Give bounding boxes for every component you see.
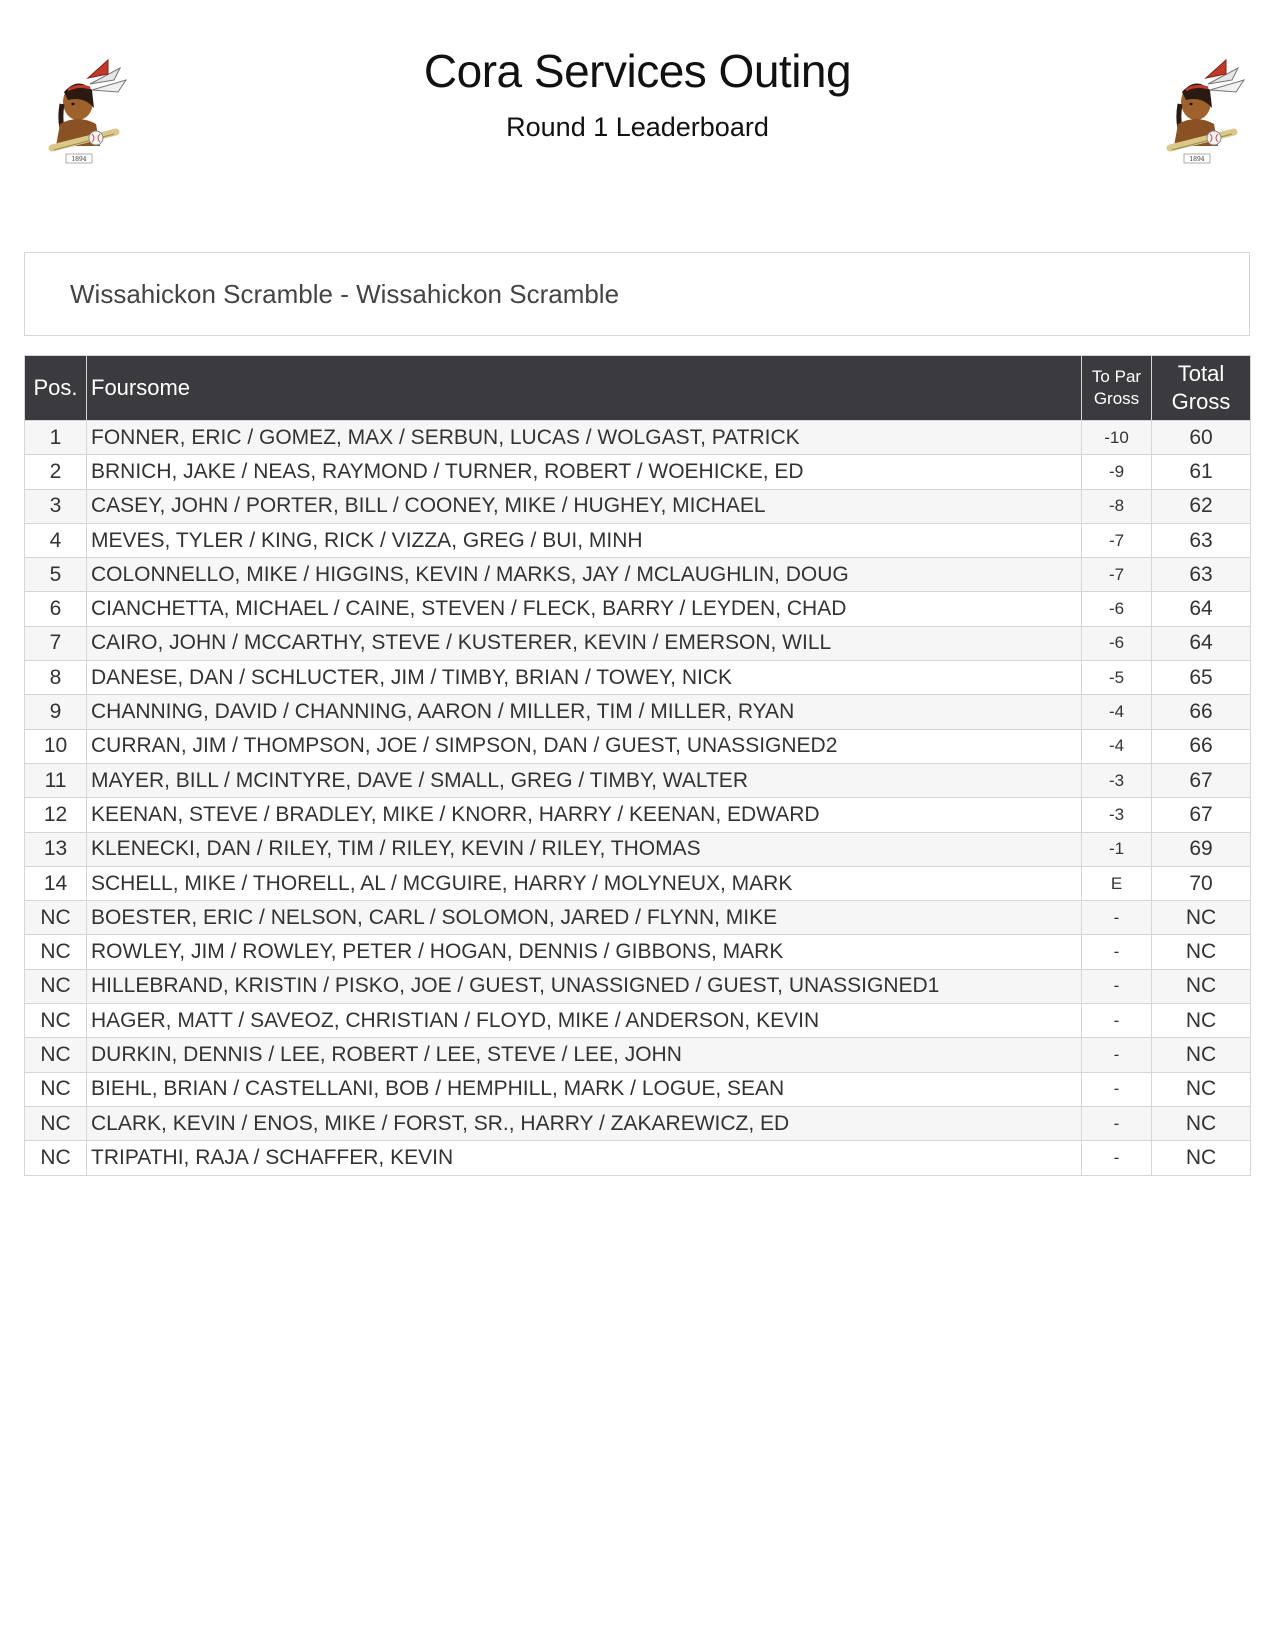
row-foursome-names: KLENECKI, DAN / RILEY, TIM / RILEY, KEVIN / RILEY, THOMAS [87, 832, 1082, 866]
row-total-gross: 66 [1152, 729, 1251, 763]
row-position: 12 [25, 798, 87, 832]
table-row [25, 935, 1251, 969]
table-row [25, 969, 1251, 1003]
row-total-gross: 67 [1152, 798, 1251, 832]
column-header-total-line2: Gross [1171, 389, 1231, 414]
column-header-pos: Pos. [25, 356, 87, 421]
table-row [25, 832, 1251, 866]
event-panel [24, 252, 1250, 336]
row-foursome-names: ROWLEY, JIM / ROWLEY, PETER / HOGAN, DENNIS / GIBBONS, MARK [87, 935, 1082, 969]
event-title: Wissahickon Scramble - Wissahickon Scramble [70, 279, 620, 309]
row-total-gross: NC [1152, 935, 1251, 969]
row-foursome-names: CHANNING, DAVID / CHANNING, AARON / MILLER, TIM / MILLER, RYAN [87, 695, 1082, 729]
row-to-par-gross: -8 [1082, 489, 1152, 523]
row-foursome-names: CAIRO, JOHN / MCCARTHY, STEVE / KUSTERER, KEVIN / EMERSON, WILL [87, 626, 1082, 660]
row-to-par-gross: -9 [1082, 455, 1152, 489]
table-row [25, 592, 1251, 626]
row-total-gross: NC [1152, 1141, 1251, 1175]
table-row [25, 1141, 1251, 1175]
row-foursome-names: SCHELL, MIKE / THORELL, AL / MCGUIRE, HARRY / MOLYNEUX, MARK [87, 866, 1082, 900]
column-header-to-par-line2: Gross [1093, 389, 1140, 408]
row-to-par-gross: - [1082, 935, 1152, 969]
page-header [0, 0, 1275, 200]
row-position: 14 [25, 866, 87, 900]
row-to-par-gross: - [1082, 969, 1152, 1003]
column-header-to-par-gross [1082, 356, 1152, 421]
row-position: 1 [25, 421, 87, 455]
row-foursome-names: CLARK, KEVIN / ENOS, MIKE / FORST, SR., HARRY / ZAKAREWICZ, ED [87, 1106, 1082, 1140]
row-total-gross: 64 [1152, 626, 1251, 660]
row-total-gross: 62 [1152, 489, 1251, 523]
row-foursome-names: CIANCHETTA, MICHAEL / CAINE, STEVEN / FLECK, BARRY / LEYDEN, CHAD [87, 592, 1082, 626]
row-to-par-gross: -6 [1082, 592, 1152, 626]
table-row [25, 1106, 1251, 1140]
table-row [25, 1038, 1251, 1072]
row-total-gross: NC [1152, 1106, 1251, 1140]
table-row [25, 763, 1251, 797]
row-position: 2 [25, 455, 87, 489]
row-total-gross: NC [1152, 1038, 1251, 1072]
table-row [25, 901, 1251, 935]
row-total-gross: 63 [1152, 558, 1251, 592]
row-total-gross: NC [1152, 969, 1251, 1003]
row-foursome-names: COLONNELLO, MIKE / HIGGINS, KEVIN / MARKS, JAY / MCLAUGHLIN, DOUG [87, 558, 1082, 592]
row-to-par-gross: -10 [1082, 421, 1152, 455]
row-total-gross: NC [1152, 1072, 1251, 1106]
row-foursome-names: MEVES, TYLER / KING, RICK / VIZZA, GREG / BUI, MINH [87, 523, 1082, 557]
table-row [25, 798, 1251, 832]
row-foursome-names: BOESTER, ERIC / NELSON, CARL / SOLOMON, JARED / FLYNN, MIKE [87, 901, 1082, 935]
club-logo-right [1142, 50, 1252, 190]
row-to-par-gross: -7 [1082, 558, 1152, 592]
row-to-par-gross: - [1082, 1106, 1152, 1140]
row-position: 6 [25, 592, 87, 626]
row-total-gross: 70 [1152, 866, 1251, 900]
table-row [25, 523, 1251, 557]
row-foursome-names: BRNICH, JAKE / NEAS, RAYMOND / TURNER, ROBERT / WOEHICKE, ED [87, 455, 1082, 489]
logo-year: 1894 [71, 156, 87, 163]
row-position: 13 [25, 832, 87, 866]
table-row [25, 1004, 1251, 1038]
row-position: 4 [25, 523, 87, 557]
row-position: NC [25, 969, 87, 1003]
row-position: NC [25, 1141, 87, 1175]
row-foursome-names: FONNER, ERIC / GOMEZ, MAX / SERBUN, LUCAS / WOLGAST, PATRICK [87, 421, 1082, 455]
table-header-row [25, 356, 1251, 421]
row-to-par-gross: - [1082, 901, 1152, 935]
row-total-gross: 61 [1152, 455, 1251, 489]
table-row [25, 661, 1251, 695]
row-to-par-gross: -4 [1082, 695, 1152, 729]
row-to-par-gross: -7 [1082, 523, 1152, 557]
row-total-gross: NC [1152, 1004, 1251, 1038]
page-title: Cora Services Outing [423, 45, 852, 97]
row-foursome-names: MAYER, BILL / MCINTYRE, DAVE / SMALL, GREG / TIMBY, WALTER [87, 763, 1082, 797]
row-foursome-names: TRIPATHI, RAJA / SCHAFFER, KEVIN [87, 1141, 1082, 1175]
row-position: 8 [25, 661, 87, 695]
logo-emblem-icon [1142, 50, 1252, 190]
row-to-par-gross: -5 [1082, 661, 1152, 695]
row-to-par-gross: - [1082, 1141, 1152, 1175]
row-to-par-gross: -1 [1082, 832, 1152, 866]
row-to-par-gross: - [1082, 1004, 1152, 1038]
row-to-par-gross: E [1082, 866, 1152, 900]
row-foursome-names: KEENAN, STEVE / BRADLEY, MIKE / KNORR, HARRY / KEENAN, EDWARD [87, 798, 1082, 832]
table-row [25, 866, 1251, 900]
row-total-gross: 64 [1152, 592, 1251, 626]
logo-year: 1894 [1189, 156, 1205, 163]
row-total-gross: 69 [1152, 832, 1251, 866]
row-position: 3 [25, 489, 87, 523]
row-foursome-names: DANESE, DAN / SCHLUCTER, JIM / TIMBY, BRIAN / TOWEY, NICK [87, 661, 1082, 695]
row-foursome-names: HILLEBRAND, KRISTIN / PISKO, JOE / GUEST, UNASSIGNED / GUEST, UNASSIGNED1 [87, 969, 1082, 1003]
column-header-total-gross [1152, 356, 1251, 421]
row-position: 10 [25, 729, 87, 763]
page-subtitle: Round 1 Leaderboard [506, 112, 769, 142]
row-position: 9 [25, 695, 87, 729]
table-row [25, 455, 1251, 489]
table-row [25, 489, 1251, 523]
row-total-gross: 60 [1152, 421, 1251, 455]
row-position: NC [25, 1106, 87, 1140]
table-row [25, 1072, 1251, 1106]
table-row [25, 558, 1251, 592]
row-foursome-names: CASEY, JOHN / PORTER, BILL / COONEY, MIKE / HUGHEY, MICHAEL [87, 489, 1082, 523]
row-position: 7 [25, 626, 87, 660]
row-foursome-names: HAGER, MATT / SAVEOZ, CHRISTIAN / FLOYD, MIKE / ANDERSON, KEVIN [87, 1004, 1082, 1038]
column-header-foursome: Foursome [87, 356, 1082, 421]
row-position: NC [25, 901, 87, 935]
table-row [25, 421, 1251, 455]
row-to-par-gross: -3 [1082, 798, 1152, 832]
row-foursome-names: BIEHL, BRIAN / CASTELLANI, BOB / HEMPHILL, MARK / LOGUE, SEAN [87, 1072, 1082, 1106]
leaderboard-body [25, 421, 1251, 1176]
row-position: NC [25, 1072, 87, 1106]
row-to-par-gross: - [1082, 1038, 1152, 1072]
row-position: NC [25, 935, 87, 969]
table-row [25, 626, 1251, 660]
row-to-par-gross: - [1082, 1072, 1152, 1106]
table-row [25, 729, 1251, 763]
row-total-gross: NC [1152, 901, 1251, 935]
row-position: 11 [25, 763, 87, 797]
leaderboard-table [24, 355, 1251, 1176]
row-position: NC [25, 1038, 87, 1072]
row-to-par-gross: -6 [1082, 626, 1152, 660]
row-total-gross: 66 [1152, 695, 1251, 729]
column-header-total-line1: Total [1177, 361, 1225, 386]
row-to-par-gross: -4 [1082, 729, 1152, 763]
table-row [25, 695, 1251, 729]
row-to-par-gross: -3 [1082, 763, 1152, 797]
row-total-gross: 63 [1152, 523, 1251, 557]
row-foursome-names: DURKIN, DENNIS / LEE, ROBERT / LEE, STEVE / LEE, JOHN [87, 1038, 1082, 1072]
column-header-to-par-line1: To Par [1091, 367, 1142, 386]
row-total-gross: 65 [1152, 661, 1251, 695]
row-position: NC [25, 1004, 87, 1038]
row-position: 5 [25, 558, 87, 592]
row-foursome-names: CURRAN, JIM / THOMPSON, JOE / SIMPSON, DAN / GUEST, UNASSIGNED2 [87, 729, 1082, 763]
row-total-gross: 67 [1152, 763, 1251, 797]
